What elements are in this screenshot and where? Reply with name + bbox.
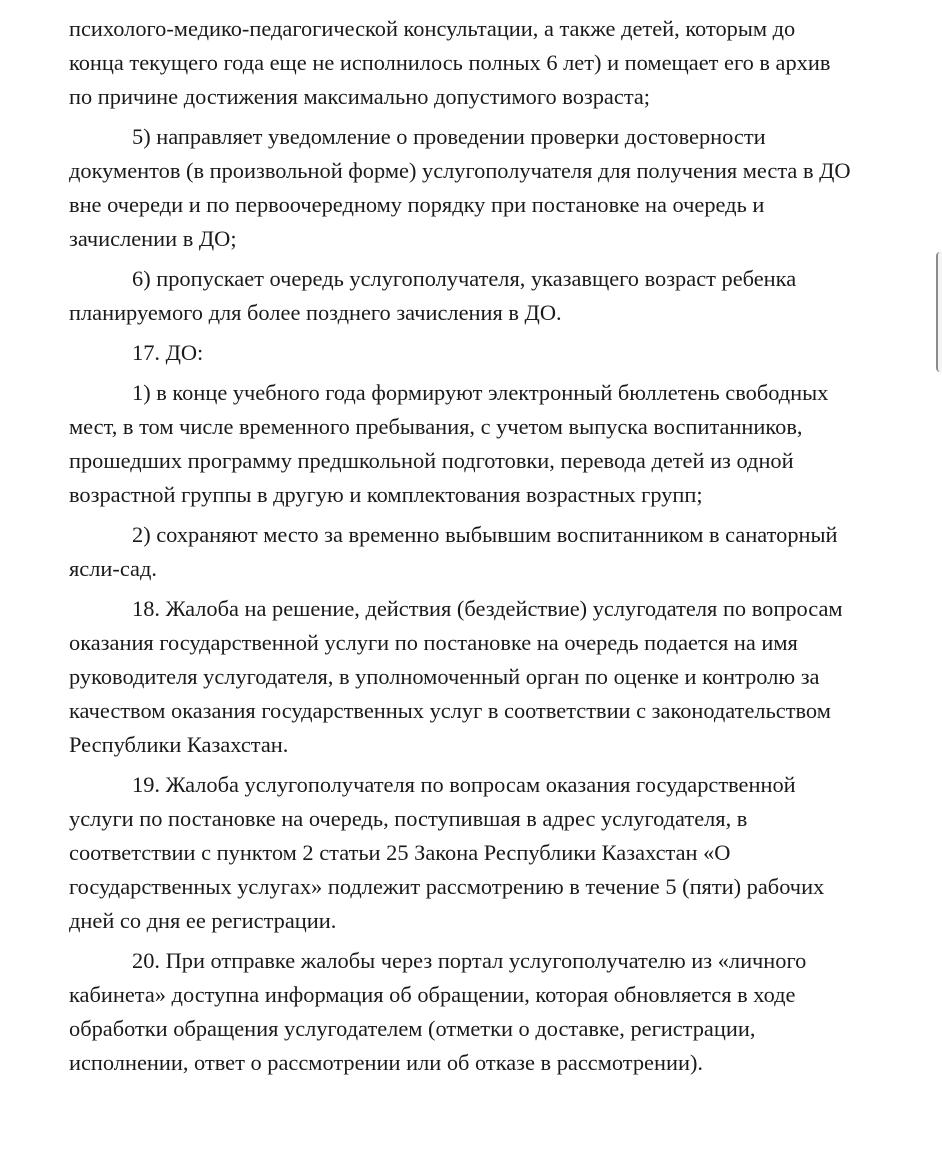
- text-line: дней со дня ее регистрации.: [69, 908, 337, 933]
- paragraph-item-6: [69, 262, 941, 330]
- text-line: ясли-сад.: [69, 556, 157, 581]
- text-line: государственных услугах» подлежит рассмотрению в течение 5 (пяти) рабочих: [69, 874, 825, 899]
- text-line: 20. При отправке жалобы через портал услугополучателю из «личного: [132, 948, 807, 973]
- text-line: руководителя услугодателя, в уполномоченный орган по оценке и контролю за: [69, 664, 820, 689]
- text-line: 19. Жалоба услугополучателя по вопросам оказания государственной: [132, 772, 796, 797]
- text-line: прошедших программу предшкольной подготовки, перевода детей из одной: [69, 448, 794, 473]
- text-line: психолого-медико-педагогической консультации, а также детей, которым до: [69, 16, 796, 41]
- scrollbar-handle[interactable]: [936, 252, 942, 372]
- text-line: кабинета» доступна информация об обращении, которая обновляется в ходе: [69, 982, 796, 1007]
- text-line: услуги по постановке на очередь, поступившая в адрес услугодателя, в: [69, 806, 748, 831]
- text-line: 6) пропускает очередь услугополучателя, указавщего возраст ребенка: [132, 266, 797, 291]
- text-line: зачислении в ДО;: [69, 226, 237, 251]
- text-line: оказания государственной услуги по постановке на очередь подается на имя: [69, 630, 798, 655]
- paragraph-section-19: [69, 768, 941, 938]
- paragraph-section-17-item-2: [69, 518, 941, 586]
- paragraph-section-17-item-1: [69, 376, 941, 512]
- text-line: соответствии с пунктом 2 статьи 25 Закона Республики Казахстан «О: [69, 840, 731, 865]
- text-line: по причине достижения максимально допустимого возраста;: [69, 84, 651, 109]
- text-line: 18. Жалоба на решение, действия (бездействие) услугодателя по вопросам: [132, 596, 843, 621]
- text-line: планируемого для более позднего зачисления в ДО.: [69, 300, 562, 325]
- text-line: исполнении, ответ о рассмотрении или об отказе в рассмотрении).: [69, 1050, 703, 1075]
- text-line: Республики Казахстан.: [69, 732, 289, 757]
- text-line: возрастной группы в другую и комплектования возрастных групп;: [69, 482, 703, 507]
- text-line: 5) направляет уведомление о проведении проверки достоверности: [132, 124, 766, 149]
- text-line: 1) в конце учебного года формируют электронный бюллетень свободных: [132, 380, 829, 405]
- paragraph-section-17-heading: [69, 336, 941, 370]
- text-line: документов (в произвольной форме) услугополучателя для получения места в ДО: [69, 158, 851, 183]
- text-line: качеством оказания государственных услуг в соответствии с законодательством: [69, 698, 831, 723]
- text-line: 17. ДО:: [132, 340, 204, 365]
- document-page: [69, 12, 941, 1086]
- paragraph-item-5: [69, 120, 941, 256]
- text-line: вне очереди и по первоочередному порядку при постановке на очередь и: [69, 192, 765, 217]
- text-line: конца текущего года еще не исполнилось полных 6 лет) и помещает его в архив: [69, 50, 831, 75]
- text-line: обработки обращения услугодателем (отметки о доставке, регистрации,: [69, 1016, 756, 1041]
- paragraph-section-20: [69, 944, 941, 1080]
- text-line: 2) сохраняют место за временно выбывшим воспитанником в санаторный: [132, 522, 838, 547]
- text-line: мест, в том числе временного пребывания, с учетом выпуска воспитанников,: [69, 414, 803, 439]
- paragraph-item-4-continuation: [69, 12, 941, 114]
- paragraph-section-18: [69, 592, 941, 762]
